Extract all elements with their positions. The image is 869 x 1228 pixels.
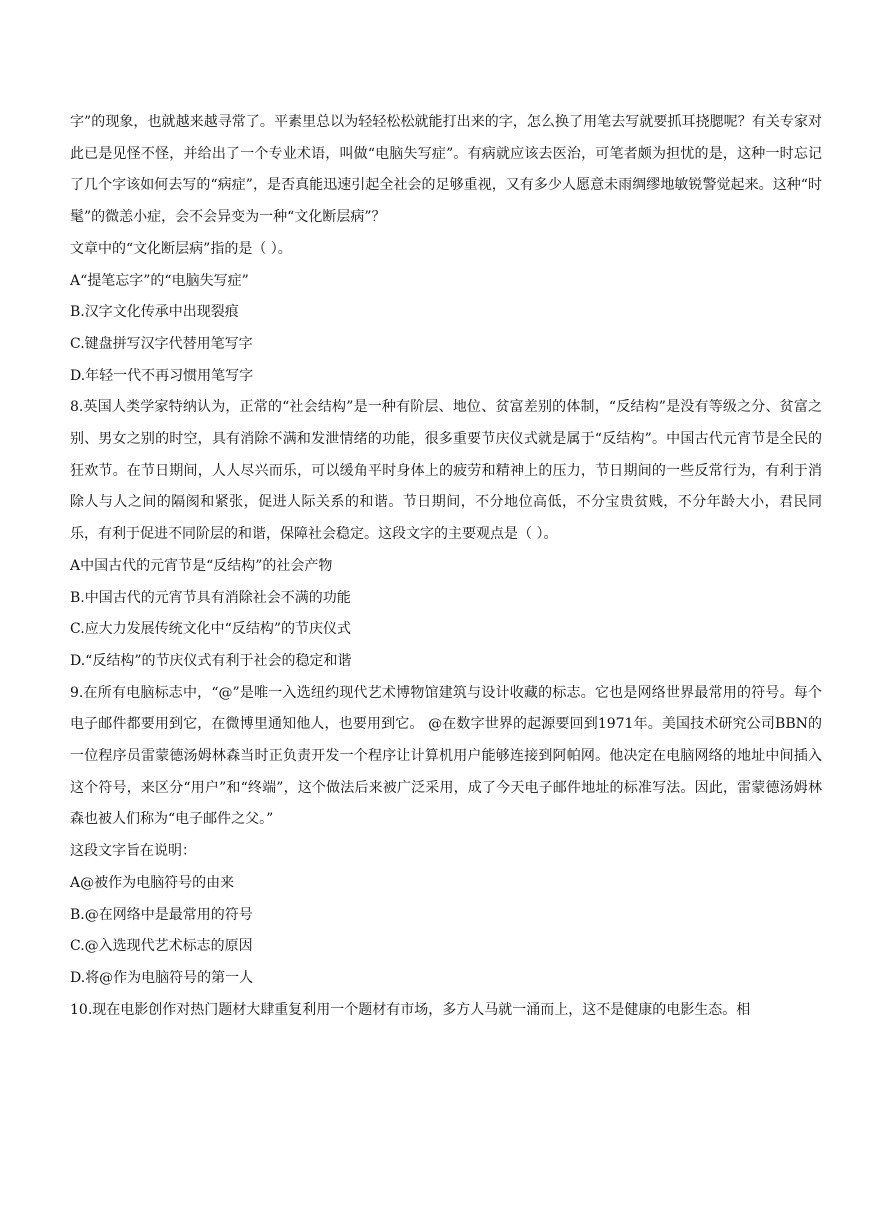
passage-7-text: 字”的现象，也就越来越寻常了。平素里总以为轻轻松松就能打出来的字，怎么换了用笔去写就要抓耳挠腮呢？有关专家对此已是见怪不怪，并给出了一个专业术语，叫做“电脑失写症”。有病就应该去医治，可笔者颇为担忧的是，这种一时忘记了几个字该如何去写的“病症”，是否真能迅速引起全社会的足够重视，又有多少人愿意未雨绸缪地敏锐警觉起来。这种“时髦”的微恙小症，会不会异变为一种“文化断层病”？ xyxy=(70,114,822,226)
question-9-option-c: C.@入选现代艺术标志的原因 xyxy=(70,938,253,955)
question-7-prompt: 文章中的“文化断层病”指的是（ ）。 xyxy=(70,240,292,257)
question-7-option-a: A“提笔忘字”的“电脑失写症” xyxy=(70,272,249,289)
question-8-text: 8.英国人类学家特纳认为，正常的“社会结构”是一种有阶层、地位、贫富差别的体制，“反结构”是没有等级之分、贫富之别、男女之别的时空，具有消除不满和发泄情绪的功能，很多重要节庆仪式就是属于“反结构”。中国古代元宵节是全民的狂欢节。在节日期间，人人尽兴而乐，可以缓角平时身体上的疲劳和精神上的压力，节日期间的一些反常行为，有利于消除人与人之间的隔阂和紧张，促进人际关系的和谐。节日期间，不分地位高低，不分宝贵贫贱，不分年龄大小，君民同乐，有利于促进不同阶层的和谐，保障社会稳定。这段文字的主要观点是（ ）。 xyxy=(70,399,822,543)
question-8-option-c: C.应大力发展传统文化中“反结构”的节庆仪式 xyxy=(70,621,351,638)
document-page xyxy=(70,107,822,1026)
question-7-option-d: D.年轻一代不再习惯用笔写字 xyxy=(70,367,254,384)
question-7-option-c: C.键盘拼写汉字代替用笔写字 xyxy=(70,335,253,352)
question-9-text: 9.在所有电脑标志中，“@”是唯一入选纽约现代艺术博物馆建筑与设计收藏的标志。它也是网络世界最常用的符号。每个电子邮件都要用到它，在微博里通知他人，也要用到它。 @在数字世界的起源要回到1971年。美国技术研究公司BBN的一位程序员雷蒙德汤姆林森当时正负责开发一个程序让计算机用户能够连接到阿帕网。他决定在电脑网络的地址中间插入这个符号，来区分“用户”和“终端”，这个做法后来被广泛采用，成了今天电子邮件地址的标准写法。因此，雷蒙德汤姆林森也被人们称为“电子邮件之父。” xyxy=(70,684,822,828)
question-9-option-d: D.将@作为电脑符号的第一人 xyxy=(70,969,254,986)
question-7-option-b: B.汉字文化传承中出现裂痕 xyxy=(70,304,239,321)
question-9-prompt: 这段文字旨在说明： xyxy=(70,843,196,860)
question-9-option-b: B.@在网络中是最常用的符号 xyxy=(70,906,253,923)
question-8-option-d: D.“反结构”的节庆仪式有利于社会的稳定和谐 xyxy=(70,652,352,669)
question-8-option-a: A中国古代的元宵节是“反结构”的社会产物 xyxy=(70,557,333,574)
question-8-option-b: B.中国古代的元宵节具有消除社会不满的功能 xyxy=(70,589,351,606)
question-9-option-a: A@被作为电脑符号的由来 xyxy=(70,874,235,891)
question-10-text: 10.现在电影创作对热门题材大肆重复利用一个题材有市场，多方人马就一涌而上，这不是健康的电影生态。相 xyxy=(70,1001,751,1018)
